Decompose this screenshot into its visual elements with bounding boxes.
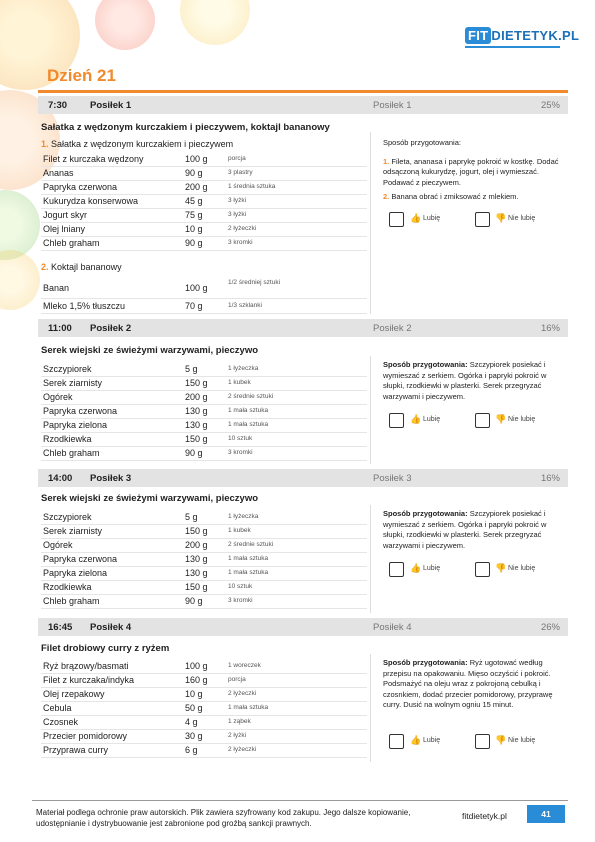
thumbs-down-icon: 👎 xyxy=(495,213,507,223)
meal-header xyxy=(38,469,568,487)
ingredient-row: Papryka zielona 130 g 1 mała sztuka xyxy=(41,566,367,581)
thumbs-up-icon: 👍 xyxy=(410,563,422,573)
dislike-checkbox[interactable] xyxy=(475,212,490,227)
ingredient-row: Rzodkiewka 150 g 10 sztuk xyxy=(41,432,367,447)
ingredient-row: Kukurydza konserwowa 45 g 3 łyżki xyxy=(41,194,367,209)
meal-percent: 26% xyxy=(540,622,560,633)
thumbs-down-icon: 👎 xyxy=(495,414,507,424)
meal-time: 11:00 xyxy=(48,323,72,334)
meal-name-right: Posiłek 1 xyxy=(373,100,412,111)
ingredient-row: Rzodkiewka 150 g 10 sztuk xyxy=(41,580,367,595)
fruit-decoration xyxy=(0,250,40,310)
prep-instructions: Sposób przygotowania: Szczypiorek posiekać i wymieszać z serkiem. Ogórka i papryki pokroić w słupki, rzodkiewki w plasterki. Serek przegryzać warzywami i pieczywem. xyxy=(383,360,547,401)
like-controls: 👍 Lubię 👎 Nie lubię xyxy=(389,212,559,228)
meal-percent: 25% xyxy=(540,100,560,111)
ingredient-row: Papryka zielona 130 g 1 mała sztuka xyxy=(41,418,367,433)
meal-header xyxy=(38,319,568,337)
meal-name: Posiłek 3 xyxy=(90,473,132,484)
like-checkbox[interactable] xyxy=(389,413,404,428)
day-title: Dzień 21 xyxy=(47,66,116,85)
dish-title: Serek wiejski ze świeżymi warzywami, pieczywo xyxy=(41,493,259,504)
dish-title: Filet drobiowy curry z ryżem xyxy=(41,643,170,654)
ingredient-row: Papryka czerwona 130 g 1 mała sztuka xyxy=(41,552,367,567)
ingredient-row: Ogórek 200 g 2 średnie sztuki xyxy=(41,390,367,405)
dislike-checkbox[interactable] xyxy=(475,734,490,749)
ingredient-row: Chleb graham 90 g 3 kromki xyxy=(41,594,367,609)
dislike-checkbox[interactable] xyxy=(475,413,490,428)
brand-logo: FIT DIETETYK.PL xyxy=(465,28,579,43)
logo-underline xyxy=(465,46,560,48)
fruit-decoration xyxy=(180,0,250,45)
ingredient-row: Chleb graham 90 g 3 kromki xyxy=(41,446,367,461)
ingredient-row: Olej rzepakowy 10 g 2 łyżeczki xyxy=(41,687,367,702)
ingredient-row: Serek ziarnisty 150 g 1 kubek xyxy=(41,524,367,539)
meal-percent: 16% xyxy=(540,473,560,484)
meal-name: Posiłek 4 xyxy=(90,622,132,633)
meal-name-right: Posiłek 4 xyxy=(373,622,412,633)
like-controls: 👍 Lubię 👎 Nie lubię xyxy=(389,734,559,750)
prep-instructions: Sposób przygotowania: 1. Fileta, ananasa i paprykę pokroić w kostkę. Dodać odsączoną kukurydzę, jogurt, olej i wymieszać. Podawać z pieczywem. 2. Banana obrać i zmiksować z mlekiem. xyxy=(383,138,559,201)
meal-percent: 16% xyxy=(540,323,560,334)
ingredient-row: Przyprawa curry 6 g 2 łyżeczki xyxy=(41,743,367,758)
sub-recipe-title: 1. Sałatka z wędzonym kurczakiem i pieczywem xyxy=(41,139,234,149)
meal-header xyxy=(38,96,568,114)
meal-name-right: Posiłek 3 xyxy=(373,473,412,484)
ingredient-row: Czosnek 4 g 1 ząbek xyxy=(41,715,367,730)
thumbs-up-icon: 👍 xyxy=(410,213,422,223)
prep-instructions: Sposób przygotowania: Szczypiorek posiekać i wymieszać z serkiem. Ogórka i papryki pokroić w słupki, rzodkiewki w plasterki. Serek przegryzać warzywami i pieczywem. xyxy=(383,509,547,550)
ingredient-row: Filet z kurczaka wędzony 100 g porcja xyxy=(41,152,367,167)
like-controls: 👍 Lubię 👎 Nie lubię xyxy=(389,413,559,429)
ingredient-row: Szczypiorek 5 g 1 łyżeczka xyxy=(41,510,367,525)
day-title-rule xyxy=(38,90,568,93)
meal-time: 7:30 xyxy=(48,100,68,111)
dish-title: Serek wiejski ze świeżymi warzywami, pieczywo xyxy=(41,345,259,356)
ingredient-row: Serek ziarnisty 150 g 1 kubek xyxy=(41,376,367,391)
dish-title: Sałatka z wędzonym kurczakiem i pieczywem, koktajl bananowy xyxy=(41,122,330,133)
column-divider xyxy=(370,654,371,762)
thumbs-up-icon: 👍 xyxy=(410,735,422,745)
ingredient-row: Szczypiorek 5 g 1 łyżeczka xyxy=(41,362,367,377)
column-divider xyxy=(370,505,371,613)
ingredient-row: Jogurt skyr 75 g 3 łyżki xyxy=(41,208,367,223)
like-checkbox[interactable] xyxy=(389,562,404,577)
like-checkbox[interactable] xyxy=(389,212,404,227)
thumbs-up-icon: 👍 xyxy=(410,414,422,424)
ingredient-row: Chleb graham 90 g 3 kromki xyxy=(41,236,367,251)
column-divider xyxy=(370,132,371,314)
ingredient-row: Mleko 1,5% tłuszczu 70 g 1/3 szklanki xyxy=(41,299,367,314)
meal-time: 16:45 xyxy=(48,622,73,633)
fruit-decoration xyxy=(95,0,155,50)
ingredient-row: Przecier pomidorowy 30 g 2 łyżki xyxy=(41,729,367,744)
ingredient-row: Papryka czerwona 200 g 1 średnia sztuka xyxy=(41,180,367,195)
ingredient-row: Banan 100 g 1/2 średniej sztuki xyxy=(41,276,367,299)
like-controls: 👍 Lubię 👎 Nie lubię xyxy=(389,562,559,578)
footer-site-link[interactable]: fitdietetyk.pl xyxy=(462,811,507,821)
meal-time: 14:00 xyxy=(48,473,73,484)
column-divider xyxy=(370,356,371,464)
footer-divider xyxy=(32,800,568,801)
ingredient-row: Papryka czerwona 130 g 1 mała sztuka xyxy=(41,404,367,419)
thumbs-down-icon: 👎 xyxy=(495,735,507,745)
meal-name: Posiłek 1 xyxy=(90,100,132,111)
prep-instructions: Sposób przygotowania: Ryż ugotować według przepisu na opakowaniu. Mięso oczyścić i pokroić. Podsmażyć na oleju wraz z pokrojoną cebulką i czosnkiem, dodać przecier pomidorowy, przyprawę curry. Dusić na wolnym ogniu 15 minut. xyxy=(383,658,553,709)
meal-name-right: Posiłek 2 xyxy=(373,323,412,334)
ingredient-row: Cebula 50 g 1 mała sztuka xyxy=(41,701,367,716)
sub-recipe-title: 2. Koktajl bananowy xyxy=(41,262,122,272)
ingredient-row: Ryż brązowy/basmati 100 g 1 woreczek xyxy=(41,659,367,674)
ingredient-row: Ogórek 200 g 2 średnie sztuki xyxy=(41,538,367,553)
ingredient-row: Olej lniany 10 g 2 łyżeczki xyxy=(41,222,367,237)
thumbs-down-icon: 👎 xyxy=(495,563,507,573)
ingredient-row: Ananas 90 g 3 plastry xyxy=(41,166,367,181)
meal-header xyxy=(38,618,568,636)
ingredient-row: Filet z kurczaka/indyka 160 g porcja xyxy=(41,673,367,688)
like-checkbox[interactable] xyxy=(389,734,404,749)
page-number: 41 xyxy=(527,805,565,823)
meal-name: Posiłek 2 xyxy=(90,323,132,334)
dislike-checkbox[interactable] xyxy=(475,562,490,577)
copyright-notice: Materiał podlega ochronie praw autorskich. Plik zawiera szyfrowany kod zakupu. Jego dalsze kopiowanie, udostępnianie i dystrybuowanie jest zabronione pod groźbą sankcji prawnych. xyxy=(36,808,411,828)
